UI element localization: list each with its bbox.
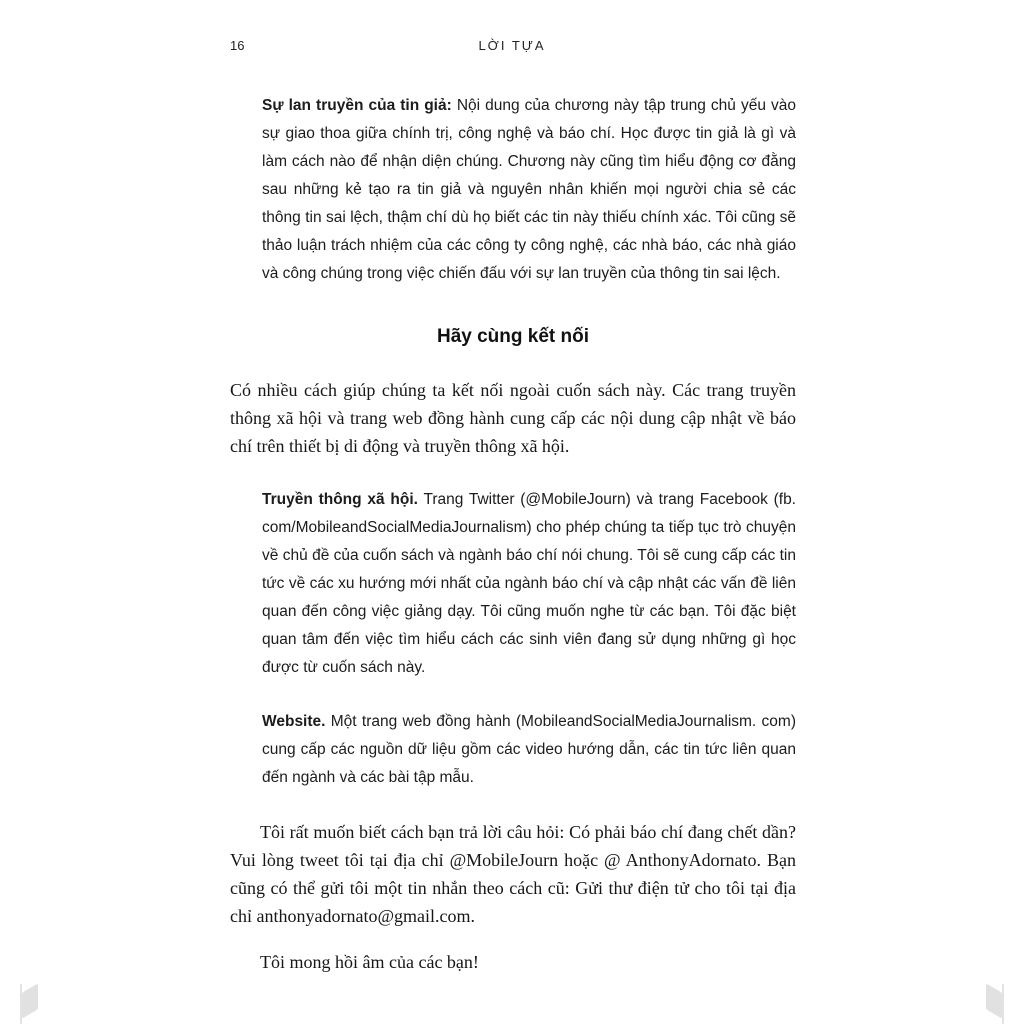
page-curl-right-decoration	[986, 983, 1002, 1018]
signoff-paragraph: Tôi mong hồi âm của các bạn!	[260, 952, 479, 972]
page-edge-right-decoration	[1002, 984, 1004, 1024]
fake-news-spread-block	[262, 92, 796, 288]
connect-intro-paragraph: Có nhiều cách giúp chúng ta kết nối ngoài cuốn sách này. Các trang truyền thông xã hội và trang web đồng hành cung cấp các nội dung cập nhật về báo chí trên thiết bị di động và truyền thông xã hội.	[230, 380, 796, 456]
website-block	[262, 708, 796, 792]
page-content	[230, 80, 796, 976]
social-media-block	[262, 486, 796, 682]
page-number: 16	[230, 38, 245, 53]
page-curl-left-decoration	[22, 983, 38, 1018]
fake-news-spread-text: Nội dung của chương này tập trung chủ yếu vào sự giao thoa giữa chính trị, công nghệ và báo chí. Học được tin giả là gì và làm cách nào để nhận diện chúng. Chương này cũng tìm hiểu động cơ đằng sau những kẻ tạo ra tin giả và nguyên nhân khiến mọi người chia sẻ các thông tin sai lệch, thậm chí dù họ biết các tin này thiếu chính xác. Tôi cũng sẽ thảo luận trách nhiệm của các công ty công nghệ, các nhà báo, các nhà giáo và công chúng trong việc chiến đấu với sự lan truyền của thông tin sai lệch.	[262, 97, 797, 282]
page-edge-left-decoration	[20, 984, 22, 1024]
fake-news-spread-lead: Sự lan truyền của tin giả:	[262, 97, 452, 114]
section-heading-connect: Hãy cùng kết nối	[436, 326, 590, 347]
website-text: Một trang web đồng hành (MobileandSocialMediaJournalism. com) cung cấp các nguồn dữ liệu gồm các video hướng dẫn, các tin tức liên quan đến ngành và các bài tập mẫu.	[262, 713, 796, 786]
social-media-lead: Truyền thông xã hội.	[262, 491, 418, 508]
page-header	[0, 38, 1024, 56]
closing-paragraph: Tôi rất muốn biết cách bạn trả lời câu hỏi: Có phải báo chí đang chết dần? Vui lòng tweet tôi tại địa chỉ @MobileJourn hoặc @ AnthonyAdornato. Bạn cũng có thể gửi tôi một tin nhắn theo cách cũ: Gửi thư điện tử cho tôi tại địa chỉ anthonyadornato@gmail.com.	[230, 822, 796, 926]
website-lead: Website.	[262, 713, 326, 730]
running-title: LỜI TỰA	[478, 38, 546, 53]
social-media-text: Trang Twitter (@MobileJourn) và trang Facebook (fb. com/MobileandSocialMediaJournalism) cho phép chúng ta tiếp tục trò chuyện về chủ đề của cuốn sách và ngành báo chí nói chung. Tôi sẽ cung cấp các tin tức về các xu hướng mới nhất của ngành báo chí và cập nhật các vấn đề liên quan đến công việc giảng dạy. Tôi cũng muốn nghe từ các bạn. Tôi đặc biệt quan tâm đến việc tìm hiểu cách các sinh viên đang sử dụng những gì học được từ cuốn sách này.	[262, 491, 796, 676]
